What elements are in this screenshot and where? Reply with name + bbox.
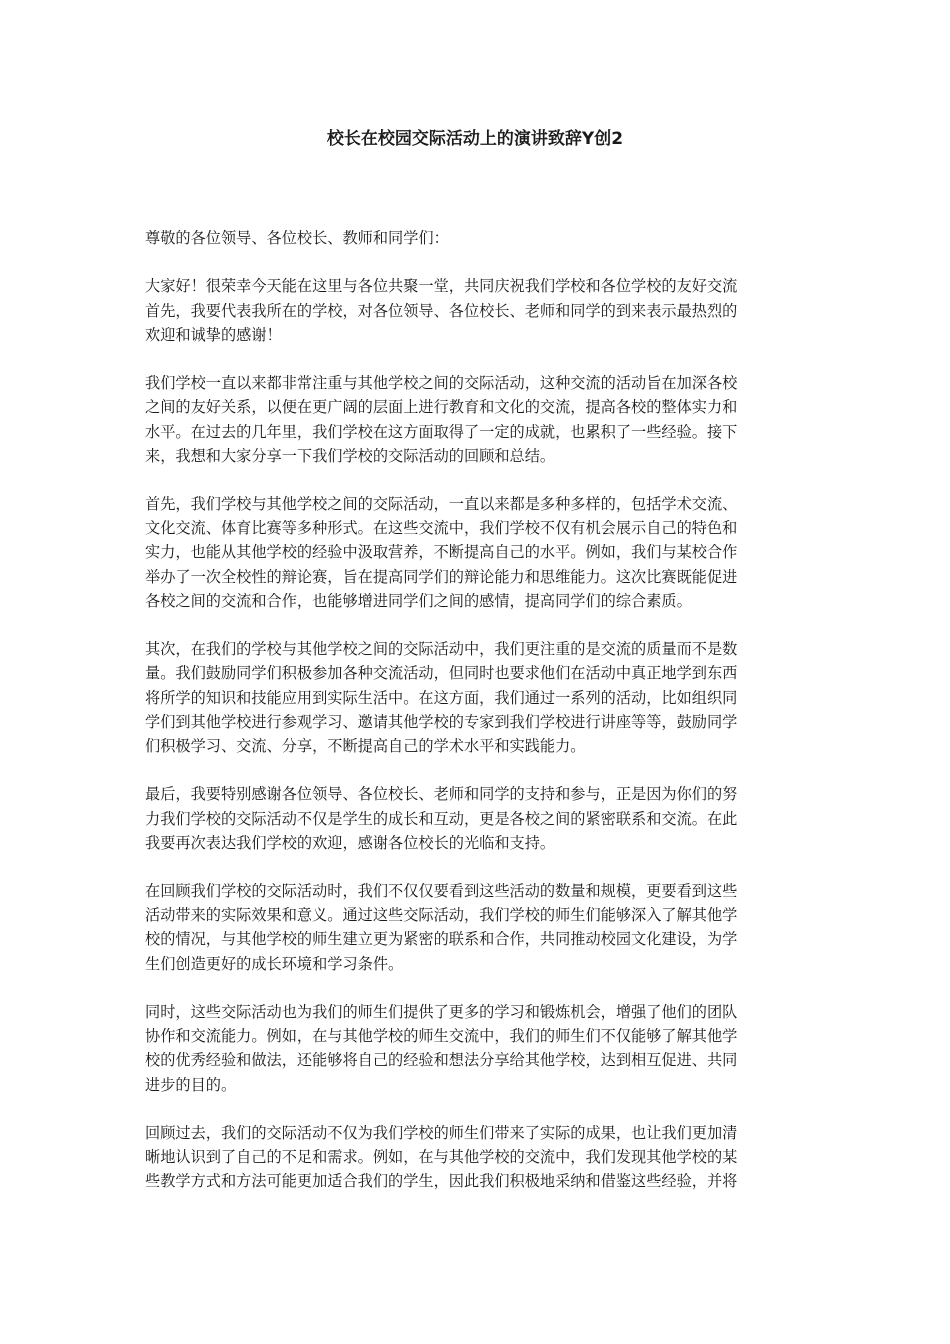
paragraph-line: 实力，也能从其他学校的经验中汲取营养，不断提高自己的水平。例如，我们与某校合作: [145, 543, 738, 562]
paragraph-line: 同时，这些交际活动也为我们的师生们提供了更多的学习和锻炼机会，增强了他们的团队: [145, 1003, 738, 1021]
paragraph: [145, 1000, 807, 1097]
paragraph-line: 我要再次表达我们学校的欢迎，感谢各位校长的光临和支持。: [145, 833, 556, 852]
paragraph-line: 文化交流、体育比赛等多种形式。在这些交流中，我们学校不仅有机会展示自己的特色和: [145, 519, 738, 538]
paragraph: [145, 371, 807, 468]
paragraph-line: 进步的目的。: [145, 1075, 237, 1094]
paragraph: [145, 492, 807, 613]
paragraph-line: 首先，我要代表我所在的学校，对各位领导、各位校长、老师和同学的到来表示最热烈的: [145, 301, 738, 320]
paragraph-line: 将所学的知识和技能应用到实际生活中。在这方面，我们通过一系列的活动，比如组织同: [145, 688, 738, 707]
document-body: [145, 226, 807, 1218]
paragraph-line: 其次，在我们的学校与其他学校之间的交际活动中，我们更注重的是交流的质量而不是数: [145, 640, 738, 659]
paragraph: [145, 1121, 807, 1194]
paragraph-line: 在回顾我们学校的交际活动时，我们不仅仅要看到这些活动的数量和规模，更要看到这些: [145, 882, 738, 901]
paragraph-line: 水平。在过去的几年里，我们学校在这方面取得了一定的成就，也累积了一些经验。接下: [145, 422, 738, 441]
document-title: 校长在校园交际活动上的演讲致辞Y创2: [326, 129, 624, 149]
paragraph-line: 各校之间的交流和合作，也能够增进同学们之间的感情，提高同学们的综合素质。: [145, 591, 692, 610]
paragraph-line: 校的情况，与其他学校的师生建立更为紧密的联系和合作，共同推动校园文化建设，为学: [145, 930, 738, 949]
paragraph-line: 大家好！很荣幸今天能在这里与各位共聚一堂，共同庆祝我们学校和各位学校的友好交流: [145, 277, 738, 296]
paragraph-line: 晰地认识到了自己的不足和需求。例如，在与其他学校的交流中，我们发现其他学校的某: [145, 1148, 738, 1167]
paragraph-line: 力我们学校的交际活动不仅是学生的成长和互动，更是各校之间的紧密联系和交流。在此: [145, 809, 738, 828]
paragraph-line: 欢迎和诚挚的感谢！: [145, 325, 282, 344]
paragraph-line: 生们创造更好的成长环境和学习条件。: [145, 954, 404, 973]
paragraph-line: 量。我们鼓励同学们积极参加各种交流活动，但同时也要求他们在活动中真正地学到东西: [145, 664, 738, 683]
paragraph-line: 学们到其他学校进行参观学习、邀请其他学校的专家到我们学校进行讲座等等，鼓励同学: [145, 712, 738, 731]
paragraph: [145, 274, 807, 347]
paragraph: [145, 226, 807, 250]
paragraph-line: 回顾过去，我们的交际活动不仅为我们学校的师生们带来了实际的成果，也让我们更加清: [145, 1123, 738, 1142]
paragraph-line: 校的优秀经验和做法，还能够将自己的经验和想法分享给其他学校，达到相互促进、共同: [145, 1051, 738, 1070]
paragraph-line: 举办了一次全校性的辩论赛，旨在提高同学们的辩论能力和思维能力。这次比赛既能促进: [145, 567, 738, 586]
paragraph-line: 我们学校一直以来都非常注重与其他学校之间的交际活动，这种交流的活动旨在加深各校: [145, 374, 738, 393]
paragraph: [145, 782, 807, 855]
paragraph-line: 尊敬的各位领导、各位校长、教师和同学们：: [145, 229, 449, 247]
paragraph: [145, 637, 807, 758]
paragraph-line: 活动带来的实际效果和意义。通过这些交际活动，我们学校的师生们能够深入了解其他学: [145, 906, 738, 925]
paragraph-line: 些教学方式和方法可能更加适合我们的学生，因此我们积极地采纳和借鉴这些经验，并将: [145, 1172, 738, 1191]
paragraph-line: 来，我想和大家分享一下我们学校的交际活动的回顾和总结。: [145, 446, 556, 465]
paragraph-line: 协作和交流能力。例如，在与其他学校的师生交流中，我们的师生们不仅能够了解其他学: [145, 1027, 738, 1046]
paragraph-line: 首先，我们学校与其他学校之间的交际活动，一直以来都是多种多样的，包括学术交流、: [145, 495, 738, 514]
paragraph-line: 之间的友好关系，以便在更广阔的层面上进行教育和文化的交流，提高各校的整体实力和: [145, 398, 738, 417]
paragraph: [145, 879, 807, 976]
paragraph-line: 最后，我要特别感谢各位领导、各位校长、老师和同学的支持和参与，正是因为你们的努: [145, 785, 738, 804]
paragraph-line: 们积极学习、交流、分享，不断提高自己的学术水平和实践能力。: [145, 736, 586, 755]
